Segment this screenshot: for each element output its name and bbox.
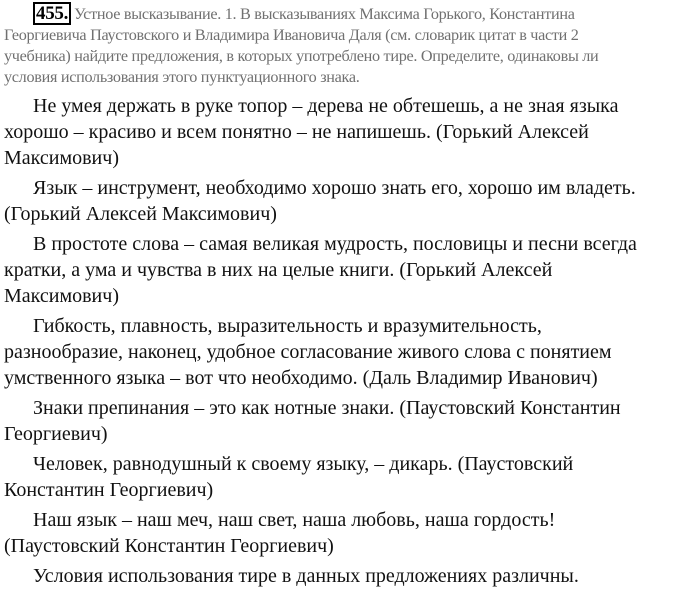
quote-line: В простоте слова – самая великая мудрость, пословицы и песни всегда [33, 233, 637, 255]
exercise-number: 455. [33, 2, 71, 25]
quote-paragraph [4, 451, 698, 503]
task-line: Георгиевича Паустовского и Владимира Ивановича Даля (см. словарик цитат в части 2 [4, 26, 579, 44]
quote-line: Условия использования тире в данных предложениях различны. [33, 565, 579, 587]
task-text: Устное высказывание. 1. В высказываниях Максима Горького, Константина [74, 5, 575, 23]
quote-paragraph [4, 93, 698, 171]
quote-line: Гибкость, плавность, выразительность и вразумительность, [33, 315, 542, 337]
quotes-list [4, 93, 698, 593]
quote-line: разнообразие, наконец, удобное согласование живого слова с понятием [4, 341, 612, 363]
quote-line: Георгиевич) [4, 423, 108, 445]
quote-line: (Паустовский Константин Георгиевич) [4, 535, 334, 557]
quote-line: Человек, равнодушный к своему языку, – дикарь. (Паустовский [33, 453, 574, 475]
task-line: условия использования этого пунктуационного знака. [4, 68, 360, 86]
quote-paragraph [4, 175, 698, 227]
quote-paragraph [4, 563, 698, 589]
quote-line: Знаки препинания – это как нотные знаки. (Паустовский Константин [33, 397, 621, 419]
quote-paragraph [4, 507, 698, 559]
quote-paragraph [4, 313, 698, 391]
task-line: учебника) найдите предложения, в которых употреблено тире. Определите, одинаковы ли [4, 47, 599, 65]
quote-line: Максимович) [4, 147, 119, 169]
quote-line: умственного языка – вот что необходимо. (Даль Владимир Иванович) [4, 367, 598, 389]
quote-line: (Горький Алексей Максимович) [4, 203, 277, 225]
quote-line: Константин Георгиевич) [4, 479, 214, 501]
quote-line: Наш язык – наш меч, наш свет, наша любовь, наша гордость! [33, 509, 556, 531]
quote-paragraph [4, 231, 698, 309]
exercise-task [4, 2, 698, 88]
quote-line: Не умея держать в руке топор – дерева не обтешешь, а не зная языка [33, 95, 619, 117]
quote-line: хорошо – красиво и всем понятно – не напишешь. (Горький Алексей [4, 121, 589, 143]
quote-line: Язык – инструмент, необходимо хорошо знать его, хорошо им владеть. [33, 177, 636, 199]
quote-paragraph [4, 395, 698, 447]
quote-line: кратки, а ума и чувства в них на целые книги. (Горький Алексей [4, 259, 553, 281]
task-line [4, 2, 698, 25]
quote-line: Максимович) [4, 285, 119, 307]
